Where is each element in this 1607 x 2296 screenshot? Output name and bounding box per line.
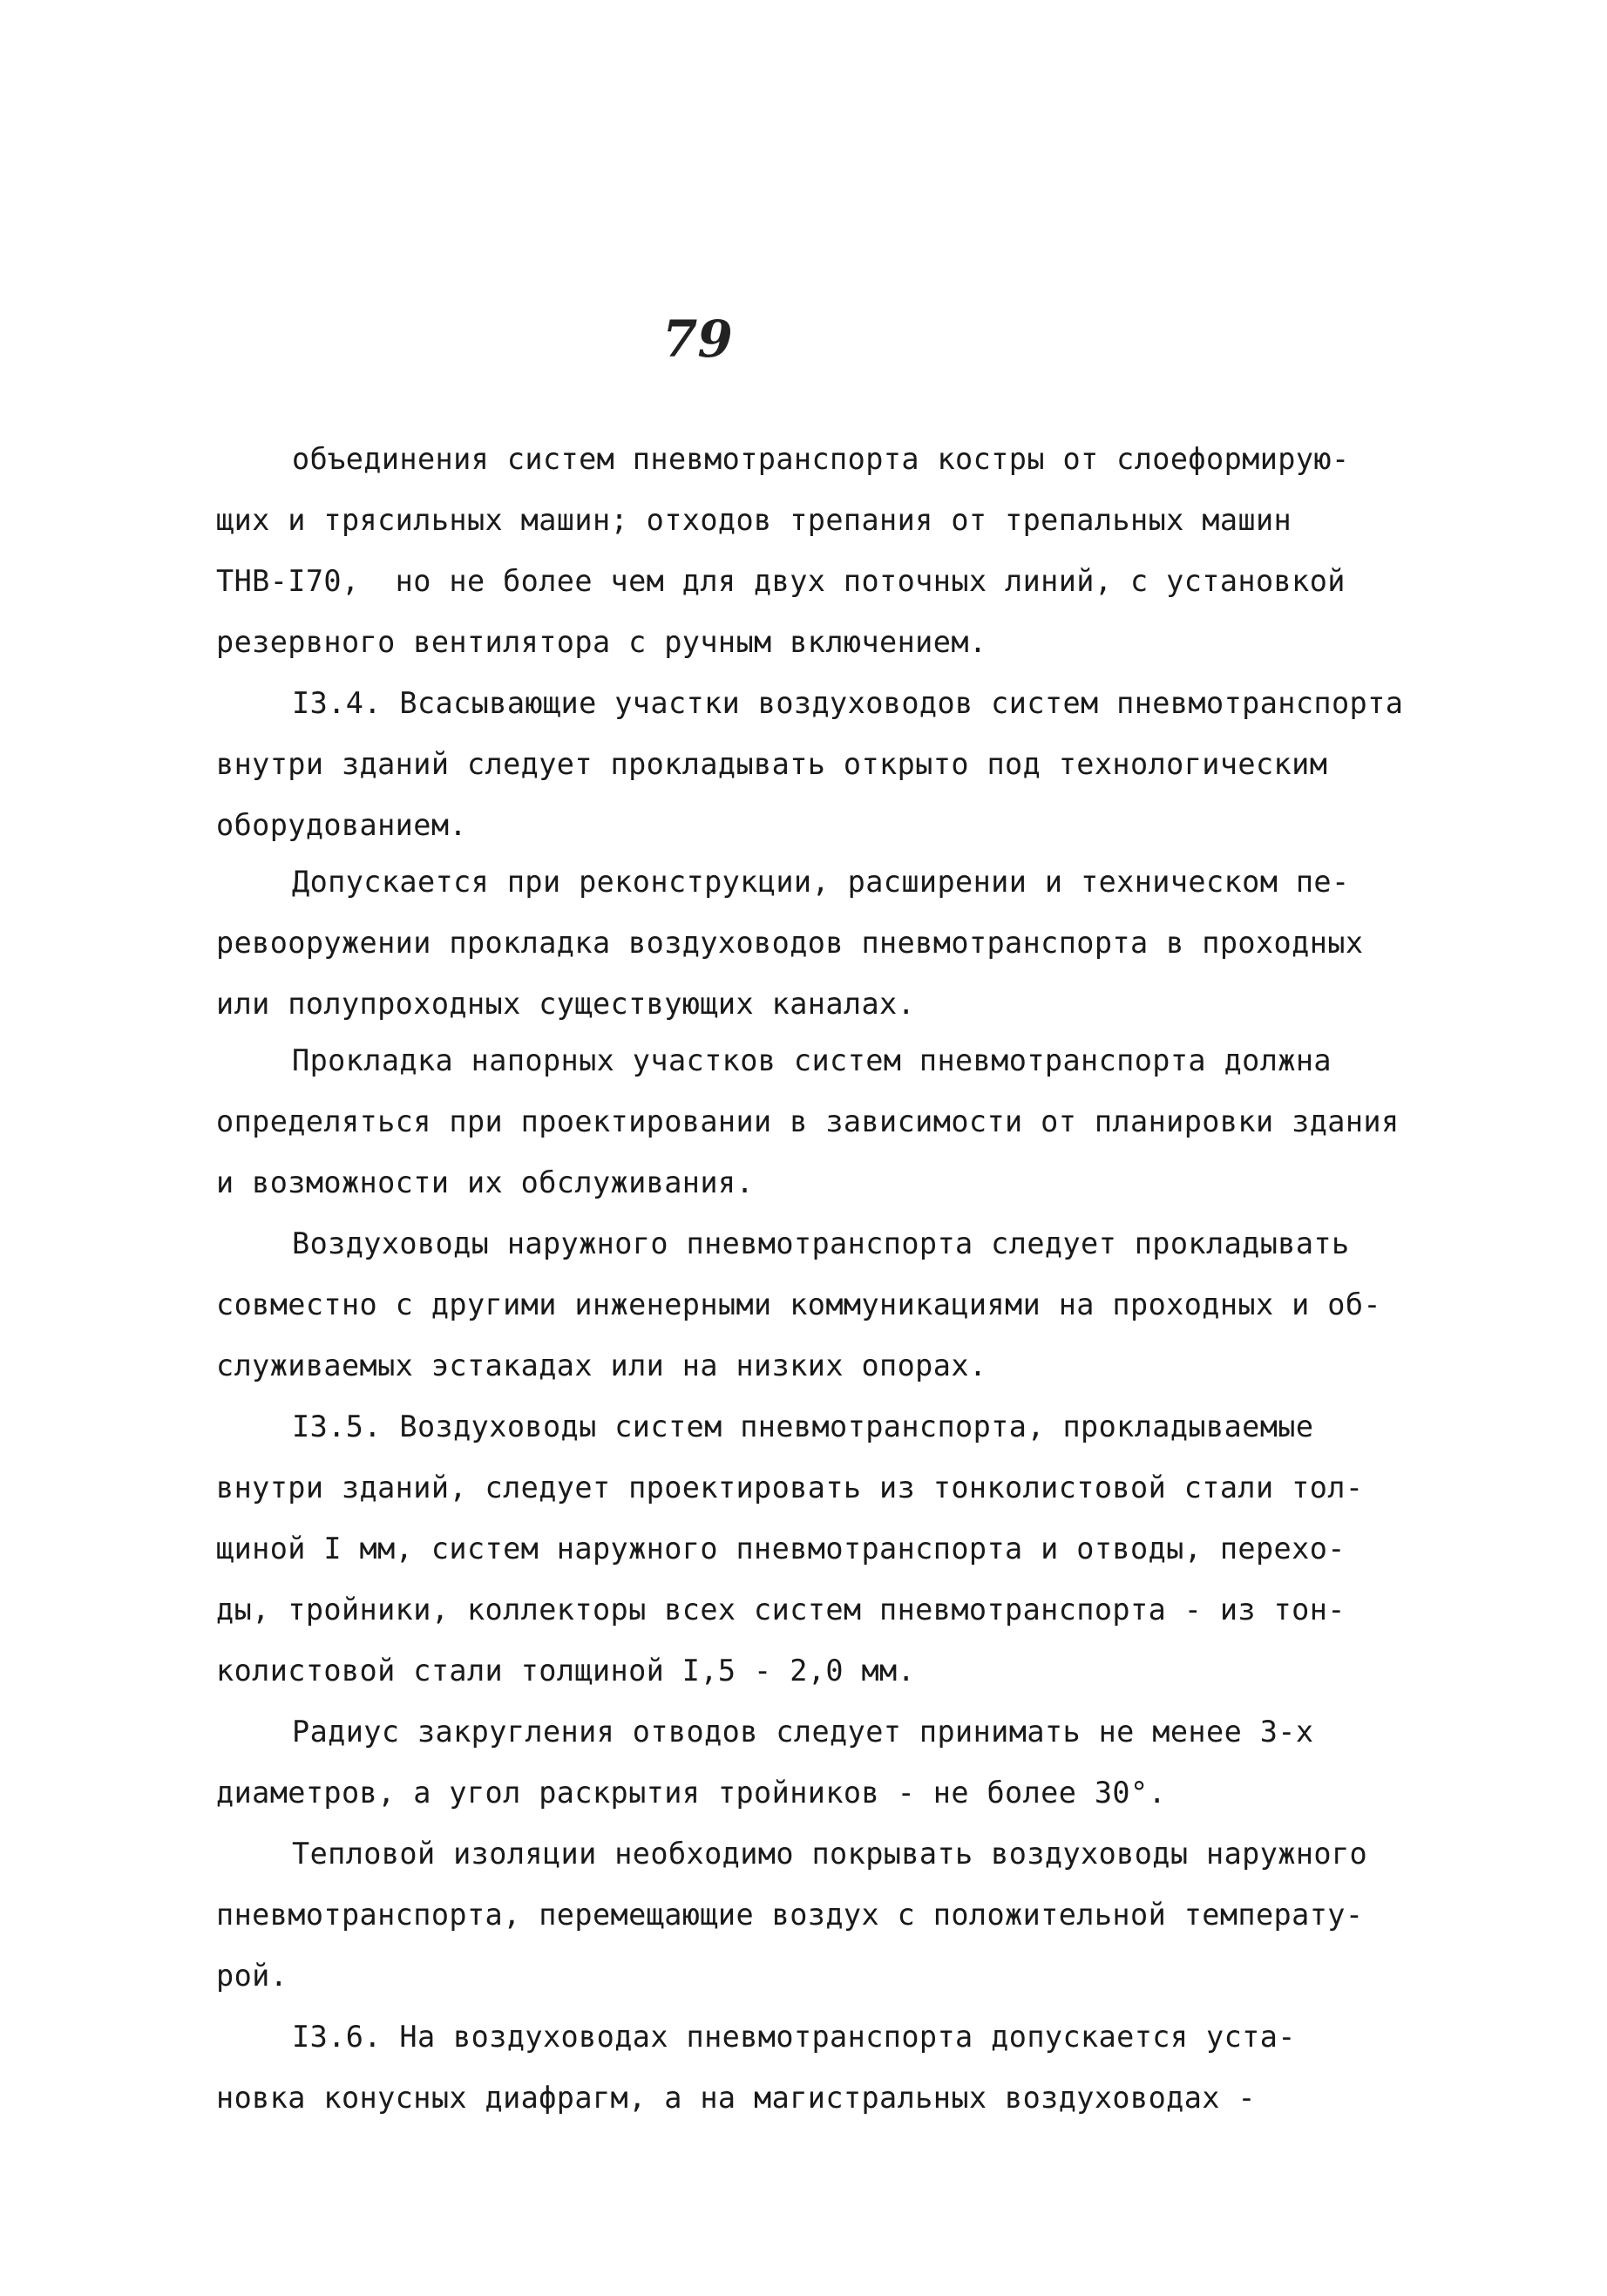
text-line: диаметров, а угол раскрытия тройников - не более 30°. xyxy=(216,1776,1167,1810)
text-line: I3.5. Воздуховоды систем пневмотранспорта, прокладываемые xyxy=(292,1410,1314,1443)
text-line: Радиус закругления отводов следует принимать не менее 3-х xyxy=(292,1715,1314,1749)
page-number: 79 xyxy=(662,309,733,369)
text-line: служиваемых эстакадах или на низких опорах. xyxy=(216,1348,987,1382)
text-line: ТНВ-I70, но не более чем для двух поточных линий, с установкой xyxy=(216,564,1346,598)
text-line: внутри зданий следует прокладывать открыто под технологическим xyxy=(216,747,1328,781)
text-line: пневмотранспорта, перемещающие воздух с положительной температу- xyxy=(216,1898,1364,1932)
text-line: I3.6. На воздуховодах пневмотранспорта допускается уста- xyxy=(292,2020,1296,2054)
text-line: Прокладка напорных участков систем пневмотранспорта должна xyxy=(292,1043,1332,1077)
text-line: определяться при проектировании в зависимости от планировки здания xyxy=(216,1104,1400,1138)
text-line: или полупроходных существующих каналах. xyxy=(216,987,916,1021)
text-line: колистовой стали толщиной I,5 - 2,0 мм. xyxy=(216,1654,916,1688)
text-line: объединения систем пневмотранспорта костры от слоеформирую- xyxy=(292,442,1350,476)
text-line: резервного вентилятора с ручным включением. xyxy=(216,625,987,659)
text-line: новка конусных диафрагм, а на магистральных воздуховодах - xyxy=(216,2081,1256,2115)
text-line: Воздуховоды наружного пневмотранспорта следует прокладывать xyxy=(292,1226,1350,1260)
text-line: Допускается при реконструкции, расширении и техническом пе- xyxy=(292,865,1350,899)
text-line: Тепловой изоляции необходимо покрывать воздуховоды наружного xyxy=(292,1837,1368,1871)
text-line: ревооружении прокладка воздуховодов пневмотранспорта в проходных xyxy=(216,926,1364,960)
text-line: и возможности их обслуживания. xyxy=(216,1165,755,1199)
text-line: оборудованием. xyxy=(216,808,467,842)
text-line: щиной I мм, систем наружного пневмотранспорта и отводы, перехо- xyxy=(216,1532,1346,1566)
text-line: щих и трясильных машин; отходов трепания от трепальных машин xyxy=(216,503,1292,537)
text-line: совместно с другими инженерными коммуникациями на проходных и об- xyxy=(216,1287,1381,1321)
text-line: ды, тройники, коллекторы всех систем пневмотранспорта - из тон- xyxy=(216,1593,1346,1627)
text-line: внутри зданий, следует проектировать из тонколистовой стали тол- xyxy=(216,1471,1364,1505)
text-line: I3.4. Всасывающие участки воздуховодов систем пневмотранспорта xyxy=(292,686,1404,720)
text-line: рой. xyxy=(216,1959,288,1993)
